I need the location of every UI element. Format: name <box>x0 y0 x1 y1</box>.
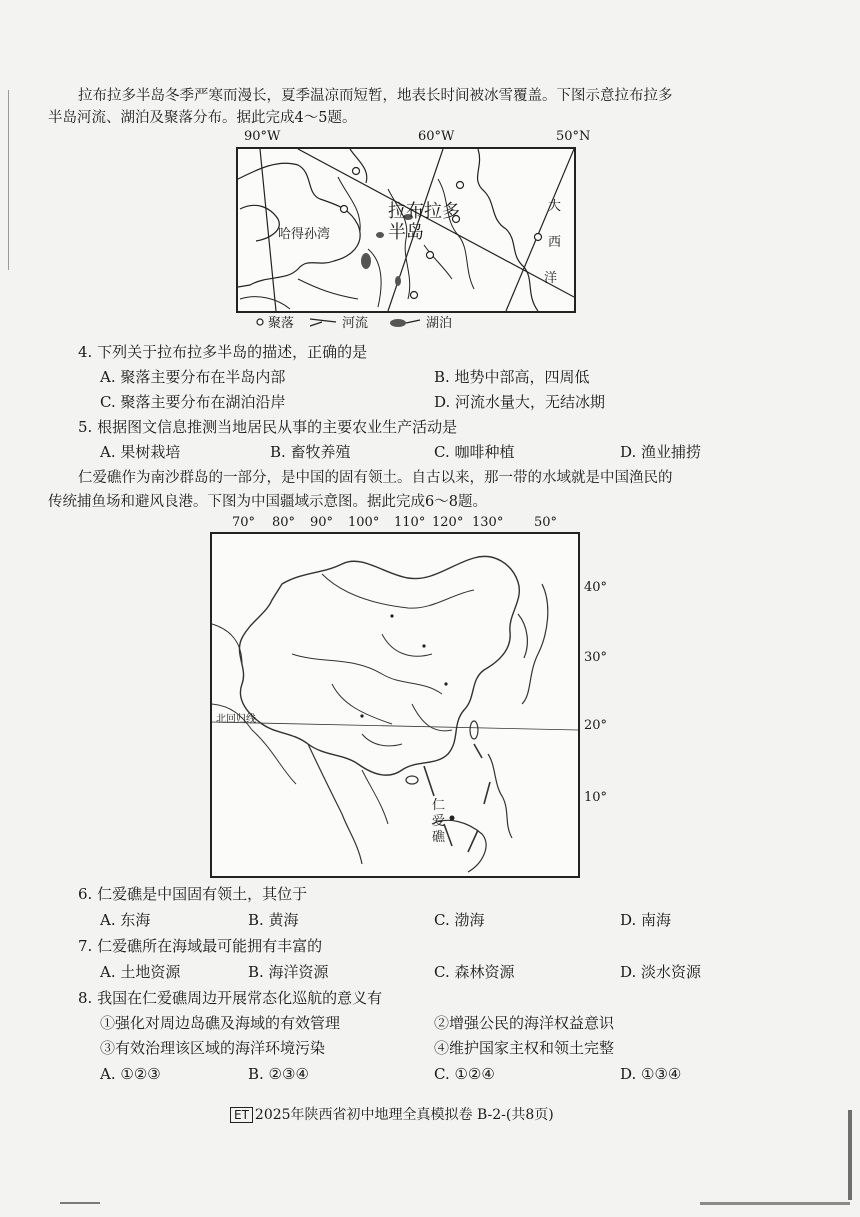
lake-icon <box>376 232 384 238</box>
city-dot <box>422 644 425 647</box>
q8-statement-2: ②增强公民的海洋权益意识 <box>434 1014 615 1032</box>
map2-lon-80: 80° <box>272 515 296 530</box>
passage2-line1: 仁爱礁作为南沙群岛的一部分，是中国的固有领土。自古以来，那一带的水域就是中国渔民的 <box>78 470 673 486</box>
meridian-50w <box>506 149 574 311</box>
q8-option-b: B. ②③④ <box>248 1065 309 1083</box>
q8-option-d: D. ①③④ <box>620 1065 682 1083</box>
indochina-border <box>362 770 388 824</box>
scan-mark <box>60 1202 100 1204</box>
q5-option-c: C. 咖啡种植 <box>434 443 515 461</box>
map2-lon-120: 120° <box>432 515 464 530</box>
legend-lake: 湖泊 <box>426 316 453 331</box>
q4-option-a: A. 聚落主要分布在半岛内部 <box>100 368 286 386</box>
map1-legend <box>256 312 452 331</box>
city-dot <box>390 614 393 617</box>
q8-statement-3: ③有效治理该区域的海洋环境污染 <box>100 1039 326 1057</box>
scan-edge-bottom <box>700 1202 850 1205</box>
q7-option-a: A. 土地资源 <box>100 963 181 981</box>
peninsula-label-1: 拉布拉多 <box>388 201 460 222</box>
q6-option-d: D. 南海 <box>620 911 672 929</box>
q8-option-c: C. ①②④ <box>434 1065 495 1083</box>
neighbor-border <box>252 730 296 784</box>
province-line <box>362 734 402 746</box>
q4-stem: 4. 下列关于拉布拉多半岛的描述，正确的是 <box>78 343 368 361</box>
map1-lon-60w: 60°W <box>418 129 455 144</box>
reef-label-2: 爱 <box>432 814 446 829</box>
scan-edge-left <box>8 90 9 270</box>
q4-option-c: C. 聚落主要分布在湖泊沿岸 <box>100 393 286 411</box>
q6-option-b: B. 黄海 <box>248 911 299 929</box>
reef-label-1: 仁 <box>432 798 446 813</box>
peninsula-label-2: 半岛 <box>388 222 424 243</box>
q7-stem: 7. 仁爱礁所在海域最可能拥有丰富的 <box>78 937 323 955</box>
settlement-icon <box>457 182 464 189</box>
renai-reef-marker-icon <box>450 816 455 821</box>
legend-river: 河流 <box>342 316 369 331</box>
map2-lat-30: 30° <box>584 650 608 665</box>
lake-icon <box>395 276 401 286</box>
passage2-line2: 传统捕鱼场和避风良港。下图为中国疆域示意图。据此完成6～8题。 <box>48 494 487 510</box>
q8-statement-4: ④维护国家主权和领土完整 <box>434 1039 615 1057</box>
china-map-graphic <box>212 534 578 876</box>
settlement-icon <box>411 292 418 299</box>
q5-option-a: A. 果树栽培 <box>100 443 181 461</box>
footer-text: 2025年陕西省初中地理全真模拟卷 B-2-(共8页) <box>254 1107 554 1123</box>
hainan-island <box>406 776 418 784</box>
settlement-icon <box>535 234 542 241</box>
q5-stem: 5. 根据图文信息推测当地居民从事的主要农业生产活动是 <box>78 418 458 436</box>
page-footer <box>230 1104 554 1124</box>
map2-lon-130: 130° <box>472 515 504 530</box>
tropic-label: 北回归线 <box>216 714 256 725</box>
taiwan-island <box>470 721 478 739</box>
map2-lon-70: 70° <box>232 515 256 530</box>
lake-icon <box>388 316 422 328</box>
q8-statement-1: ①强化对周边岛礁及海域的有效管理 <box>100 1014 341 1032</box>
footer-badge: ET <box>230 1107 253 1123</box>
labrador-map <box>236 147 576 313</box>
settlement-icon <box>256 318 264 326</box>
china-territory-map <box>210 532 580 878</box>
q8-stem: 8. 我国在仁爱礁周边开展常态化巡航的意义有 <box>78 989 383 1007</box>
river-7 <box>240 297 290 309</box>
korea-coast <box>518 614 527 658</box>
map2-lon-110: 110° <box>394 515 426 530</box>
settlement-icon <box>341 206 348 213</box>
passage1-line2: 半岛河流、湖泊及聚落分布。据此完成4～5题。 <box>48 110 357 126</box>
mongolia-border <box>322 574 474 608</box>
philippines-coast <box>488 754 512 838</box>
river-4 <box>298 279 358 299</box>
q7-option-c: C. 森林资源 <box>434 963 515 981</box>
legend-settlement: 聚落 <box>268 316 295 331</box>
passage1-line1: 拉布拉多半岛冬季严寒而漫长，夏季温凉而短暂，地表长时间被冰雪覆盖。下图示意拉布拉多 <box>78 88 673 104</box>
q4-option-d: D. 河流水量大，无结冰期 <box>434 393 606 411</box>
province-line <box>332 684 392 724</box>
q7-option-d: D. 淡水资源 <box>620 963 702 981</box>
q5-option-b: B. 畜牧养殖 <box>270 443 351 461</box>
map2-lat-10: 10° <box>584 790 608 805</box>
neighbor-border <box>212 624 242 664</box>
reef-label-3: 礁 <box>432 830 446 845</box>
city-dot <box>360 714 363 717</box>
china-outline <box>239 556 519 775</box>
settlement-icon <box>353 168 360 175</box>
q6-option-c: C. 渤海 <box>434 911 485 929</box>
river-6 <box>424 245 452 279</box>
atlantic-label-1: 大 <box>548 199 562 214</box>
atlantic-label-3: 洋 <box>544 271 558 286</box>
map1-lon-90w: 90°W <box>244 129 281 144</box>
scan-edge-right <box>848 1110 852 1200</box>
river-icon <box>308 316 338 328</box>
city-dot <box>444 682 447 685</box>
q4-option-b: B. 地势中部高，四周低 <box>434 368 590 386</box>
lake-icon <box>361 253 371 269</box>
q7-option-b: B. 海洋资源 <box>248 963 329 981</box>
map2-lon-100: 100° <box>348 515 380 530</box>
map2-lat-20: 20° <box>584 718 608 733</box>
map1-lat-50n: 50°N <box>556 129 591 144</box>
atlantic-label-2: 西 <box>548 235 562 250</box>
province-line <box>292 654 442 694</box>
coast-detail <box>240 205 279 241</box>
map2-lat-40: 40° <box>584 580 608 595</box>
map2-lon-50: 50° <box>534 515 558 530</box>
atlantic-coast <box>478 149 538 311</box>
q6-option-a: A. 东海 <box>100 911 151 929</box>
japan-coast <box>522 584 548 704</box>
q5-option-d: D. 渔业捕捞 <box>620 443 702 461</box>
q6-stem: 6. 仁爱礁是中国固有领土，其位于 <box>78 885 308 903</box>
map2-lon-90: 90° <box>310 515 334 530</box>
hudson-bay-label: 哈得孙湾 <box>278 227 331 242</box>
meridian-90w <box>260 149 276 311</box>
tropic-of-cancer <box>212 722 578 730</box>
q8-option-a: A. ①②③ <box>100 1065 161 1083</box>
settlement-icon <box>427 252 434 259</box>
